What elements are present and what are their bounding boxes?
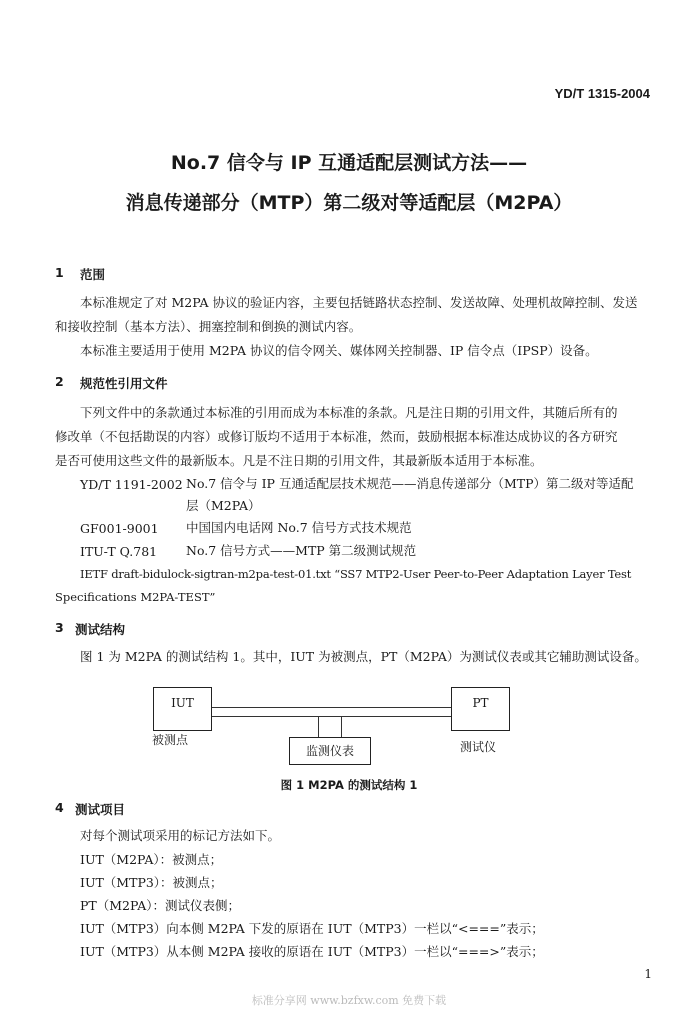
section-4-line: IUT（MTP3）：被测点； (80, 875, 223, 890)
iut-caption: 被测点 (152, 733, 189, 747)
title-line-1: No.7 信令与 IP 互通适配层测试方法—— (170, 152, 528, 174)
section-2-heading: 规范性引用文件 (80, 376, 168, 391)
watermark-footer: 标准分享网 www.bzfxw.com 免费下载 (251, 994, 447, 1007)
ref-code: YD/T 1191-2002 (80, 477, 183, 492)
section-4-line: PT（M2PA）：测试仪表侧； (80, 898, 241, 913)
pt-caption: 测试仪 (460, 740, 497, 754)
ref-title-cont: 层（M2PA） (186, 498, 261, 513)
section-4-line: IUT（MTP3）从本侧 M2PA 接收的原语在 IUT（MTP3）一栏以“===>”表示； (80, 944, 544, 959)
section-4-number: 4 (55, 800, 64, 815)
iut-box-label: IUT (171, 696, 194, 710)
pt-box-label: PT (472, 696, 489, 710)
section-3-number: 3 (55, 620, 64, 635)
ietf-ref-line2: Specifications M2PA-TEST” (55, 590, 216, 604)
section-4-heading: 测试项目 (75, 802, 126, 817)
monitor-box (289, 737, 371, 765)
monitor-tap-right (341, 716, 342, 738)
link-line-top (211, 707, 451, 708)
section-3-para: 图 1 为 M2PA 的测试结构 1。其中，IUT 为被测点，PT（M2PA）为测试仪表或其它辅助测试设备。 (80, 649, 647, 664)
section-2-number: 2 (55, 374, 64, 389)
section-3-heading: 测试结构 (75, 622, 126, 637)
iut-box (153, 687, 212, 731)
figure-caption: 图 1 M2PA 的测试结构 1 (280, 778, 418, 792)
section-2-para-line2: 修改单（不包括勘误的内容）或修订版均不适用于本标准，然而，鼓励根据本标准达成协议的各方研究 (55, 429, 618, 444)
standard-number: YD/T 1315-2004 (554, 86, 650, 101)
ref-code: GF001-9001 (80, 521, 159, 536)
ref-title: No.7 信令与 IP 互通适配层技术规范——消息传递部分（MTP）第二级对等适配 (186, 476, 634, 491)
section-1-heading: 范围 (80, 267, 106, 282)
ietf-ref-line1: IETF draft-bidulock-sigtran-m2pa-test-01.txt “SS7 MTP2-User Peer-to-Peer Adaptation Layer Test (80, 567, 632, 581)
monitor-tap-left (318, 716, 319, 738)
title-line-2: 消息传递部分（MTP）第二级对等适配层（M2PA） (125, 192, 573, 214)
section-4-line: IUT（MTP3）向本侧 M2PA 下发的原语在 IUT（MTP3）一栏以“<===”表示； (80, 921, 544, 936)
section-1-para1-line1: 本标准规定了对 M2PA 协议的验证内容，主要包括链路状态控制、发送故障、处理机故障控制、发送 (80, 295, 638, 310)
ref-title: No.7 信号方式——MTP 第二级测试规范 (186, 543, 417, 558)
section-1-number: 1 (55, 265, 64, 280)
monitor-box-label: 监测仪表 (305, 744, 354, 758)
ref-title: 中国国内电话网 No.7 信号方式技术规范 (186, 520, 412, 535)
section-4-line: IUT（M2PA）：被测点； (80, 852, 223, 867)
section-1-para1-line2: 和接收控制（基本方法）、拥塞控制和倒换的测试内容。 (55, 319, 362, 334)
pt-box (451, 687, 510, 731)
section-1-para2: 本标准主要适用于使用 M2PA 协议的信令网关、媒体网关控制器、IP 信令点（IPSP）设备。 (80, 343, 598, 358)
page-number: 1 (644, 967, 652, 981)
ref-code: ITU-T Q.781 (80, 544, 158, 559)
section-2-para-line3: 是否可使用这些文件的最新版本。凡是不注日期的引用文件，其最新版本适用于本标准。 (55, 453, 543, 468)
section-2-para-line1: 下列文件中的条款通过本标准的引用而成为本标准的条款。凡是注日期的引用文件，其随后所有的 (80, 405, 618, 420)
section-4-line: 对每个测试项采用的标记方法如下。 (80, 828, 281, 843)
link-line-bottom (211, 716, 451, 717)
